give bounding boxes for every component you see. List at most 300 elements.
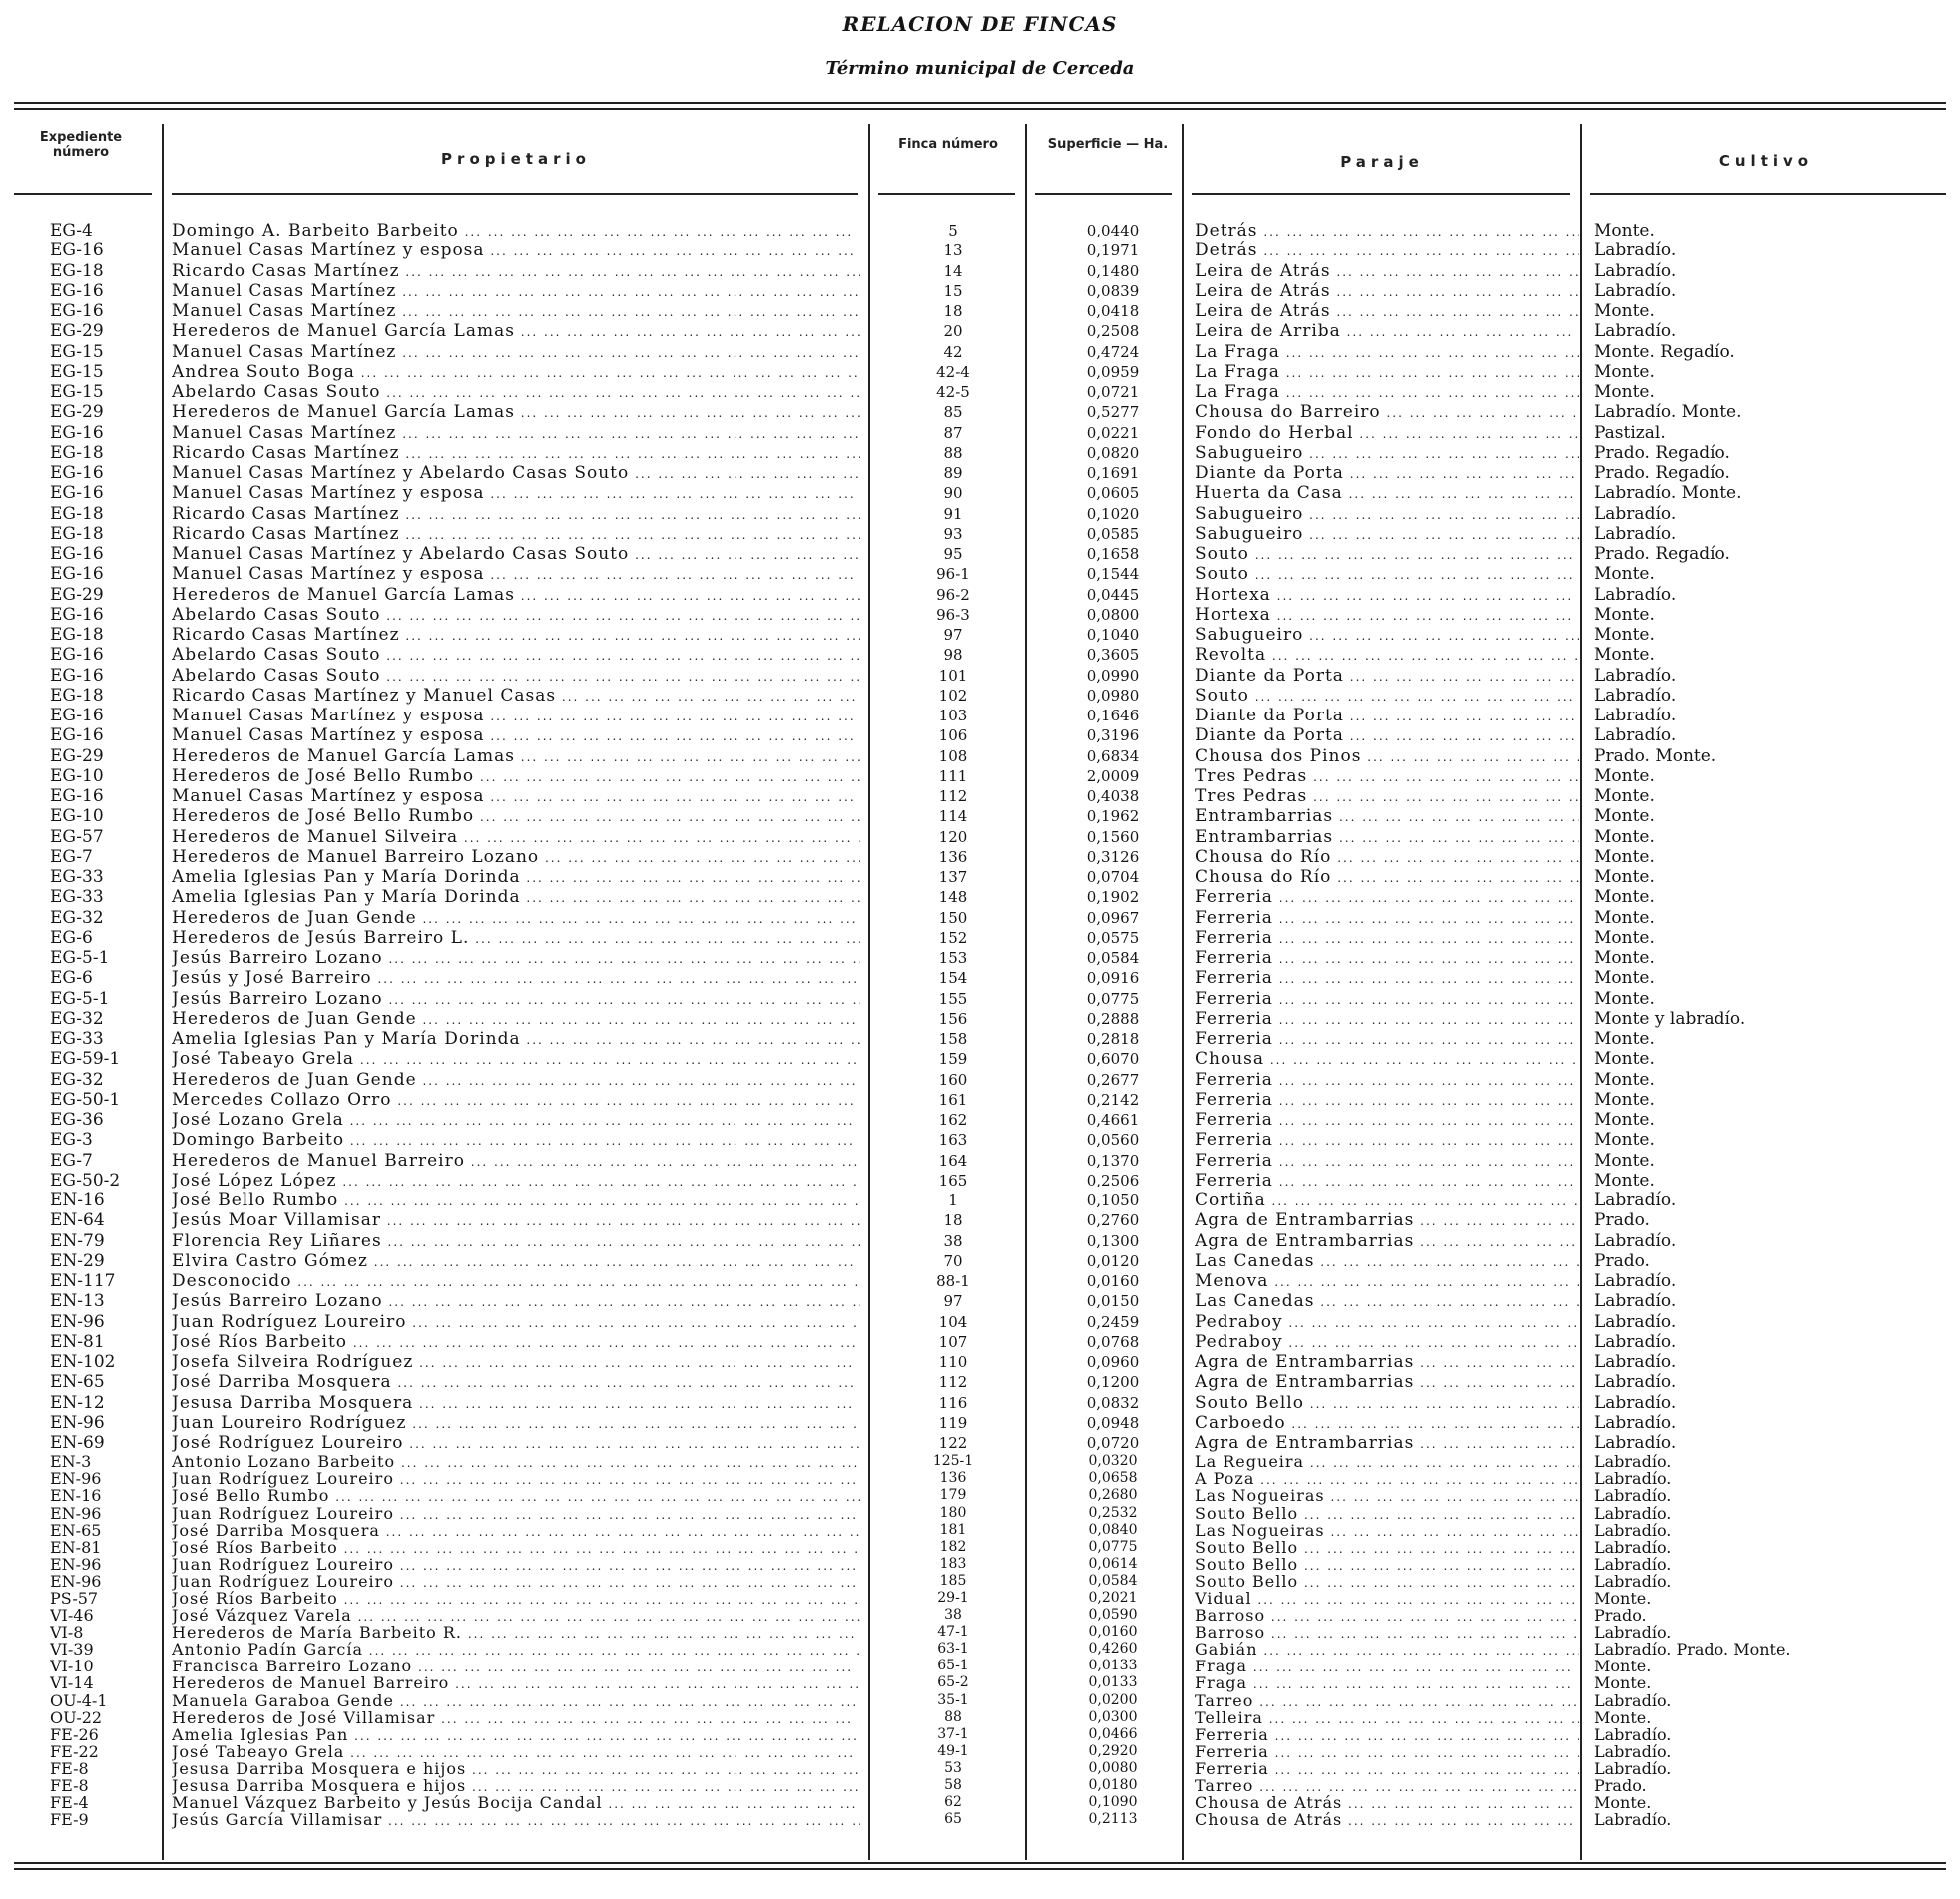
finca-cell: 42 [943,342,963,361]
expediente-cell: EG-16 [50,725,104,746]
finca-cell: 18 [943,1211,963,1230]
propietario-cell: Elvira Castro Gómez ... . [172,1251,860,1272]
expediente-cell: EG-4 [50,221,93,240]
expediente-cell: EG-32 [50,1008,104,1029]
propietario-cell: Ricardo Casas Martínez ... . [172,524,860,545]
expediente-cell: EG-29 [50,745,104,766]
header-underline [878,193,1015,195]
cultivo-cell: Labradío. [1594,1311,1677,1332]
table-row [0,1658,1960,1674]
cultivo-cell: Monte. [1594,1794,1652,1812]
finca-cell: 65 [944,1811,962,1828]
paraje-cell: Pedraboy ... . [1195,1312,1579,1333]
paraje-cell: Entrambarrias ... . [1195,806,1579,827]
superficie-cell: 0,1090 [1088,1794,1138,1811]
header-underline [172,193,858,195]
cultivo-cell: Prado. Regadío. [1594,442,1730,463]
propietario-cell: Abelardo Casas Souto ... . [172,382,860,403]
expediente-cell: EN-96 [50,1504,102,1522]
propietario-cell: José Darriba Mosquera ... . [172,1522,860,1541]
finca-cell: 88 [944,1708,962,1725]
paraje-cell: Chousa do Río ... . [1195,847,1579,868]
propietario-cell: Manuel Casas Martínez ... . [172,301,860,322]
finca-cell: 163 [938,1131,968,1150]
cultivo-cell: Prado. [1594,1607,1647,1625]
paraje-cell: Ferreria ... . [1195,1726,1579,1745]
cultivo-cell: Labradío. [1594,1230,1677,1251]
paraje-cell: Ferreria ... . [1195,908,1579,929]
cultivo-cell: Monte. [1594,604,1655,625]
cultivo-cell: Monte. [1594,1089,1655,1110]
expediente-cell: PS-57 [50,1590,99,1608]
expediente-cell: EG-32 [50,1069,104,1090]
cultivo-cell: Labradío. [1594,1412,1677,1433]
expediente-cell: EG-5-1 [50,948,110,968]
paraje-cell: Souto Bello ... . [1195,1393,1579,1414]
expediente-cell: EG-18 [50,625,104,645]
superficie-cell: 0,0221 [1086,423,1140,442]
table-row [0,362,1960,382]
page-title: RELACION DE FINCAS [842,12,1118,36]
superficie-cell: 0,0775 [1086,989,1140,1008]
table-row [0,725,1960,745]
superficie-cell: 0,3605 [1086,646,1140,665]
cultivo-cell: Prado. Regadío. [1594,463,1730,483]
finca-cell: 58 [944,1777,962,1794]
paraje-cell: Souto Bello ... . [1195,1505,1579,1524]
table-row [0,1433,1960,1453]
superficie-cell: 0,0614 [1088,1555,1138,1572]
paraje-cell: La Fraga ... . [1195,342,1579,363]
superficie-cell: 0,0418 [1086,302,1140,320]
cultivo-cell: Monte. [1594,887,1655,908]
table-row [0,605,1960,625]
propietario-cell: José Tabeayo Grela ... . [172,1049,860,1070]
superficie-cell: 0,1200 [1086,1373,1140,1392]
propietario-cell: Manuel Casas Martínez ... . [172,342,860,363]
propietario-cell: Desconocido ... . [172,1271,860,1292]
table-row [0,1029,1960,1049]
propietario-cell: Jesusa Darriba Mosquera ... . [172,1393,860,1414]
table-row [0,1624,1960,1641]
paraje-cell: La Regueira ... . [1195,1453,1579,1472]
propietario-cell: Manuel Casas Martínez ... . [172,423,860,444]
expediente-cell: EG-33 [50,867,104,887]
paraje-cell: Agra de Entrambarrias ... . [1195,1210,1579,1231]
superficie-cell: 0,0768 [1086,1332,1140,1351]
expediente-cell: FE-22 [50,1742,99,1760]
paraje-cell: Ferreria ... . [1195,948,1579,969]
expediente-cell: EG-5-1 [50,988,110,1009]
expediente-cell: EG-16 [50,544,104,564]
cultivo-cell: Pastizal. [1594,422,1666,443]
finca-cell: 159 [938,1050,968,1069]
expediente-cell: EG-36 [50,1110,104,1130]
superficie-cell: 0,1646 [1086,707,1140,724]
expediente-cell: EG-16 [50,564,104,585]
superficie-cell: 0,0440 [1086,222,1140,239]
cultivo-cell: Monte. [1594,786,1655,806]
paraje-cell: Leira de Atrás ... . [1195,301,1579,322]
cultivo-cell: Monte. [1594,846,1655,867]
expediente-cell: EG-16 [50,280,104,301]
propietario-cell: Herederos de Juan Gende ... . [172,1070,860,1091]
expediente-cell: EG-32 [50,907,104,928]
finca-cell: 125-1 [932,1453,974,1470]
paraje-cell: Fraga ... . [1195,1658,1579,1676]
superficie-cell: 0,4724 [1086,342,1140,361]
expediente-cell: EG-6 [50,927,93,948]
cultivo-cell: Labradío. [1594,503,1677,524]
paraje-cell: Tres Pedras ... . [1195,786,1579,807]
finca-cell: 137 [938,868,968,886]
propietario-cell: Francisca Barreiro Lozano ... . [172,1658,860,1676]
propietario-cell: Jesús Barreiro Lozano ... . [172,989,860,1010]
superficie-cell: 0,1971 [1086,241,1140,260]
cultivo-cell: Monte. [1594,1069,1655,1090]
cultivo-cell: Labradío. [1594,1470,1672,1488]
expediente-cell: EN-96 [50,1572,102,1590]
table-row [0,786,1960,806]
propietario-cell: Andrea Souto Boga ... . [172,362,860,383]
expediente-cell: EG-3 [50,1130,93,1151]
header-finca: Finca número [898,137,998,152]
paraje-cell: Fondo do Herbal ... . [1195,423,1579,444]
expediente-cell: VI-39 [50,1641,94,1659]
propietario-cell: Manuel Casas Martínez y esposa ... . [172,725,860,746]
finca-cell: 120 [938,827,968,846]
cultivo-cell: Labradío. [1594,1504,1672,1522]
propietario-cell: Herederos de Manuel Silveira ... . [172,827,860,848]
bottom-rule-2 [14,1868,1946,1870]
superficie-cell: 0,1902 [1086,888,1140,907]
finca-cell: 181 [939,1521,967,1538]
finca-cell: 180 [939,1504,967,1521]
cultivo-cell: Monte. [1594,826,1655,847]
propietario-cell: José Ríos Barbeito ... . [172,1590,860,1609]
propietario-cell: Herederos de Manuel Barreiro ... . [172,1674,860,1693]
finca-cell: 111 [938,766,968,785]
finca-cell: 154 [938,969,968,988]
expediente-cell: EG-33 [50,1029,104,1049]
expediente-cell: EG-16 [50,301,104,321]
cultivo-cell: Labradío. [1594,1691,1672,1709]
paraje-cell: Ferreria ... . [1195,1130,1579,1151]
header-superficie: Superficie — Ha. [1047,137,1169,152]
expediente-cell: EN-13 [50,1291,105,1312]
table-row [0,928,1960,948]
finca-cell: 96-3 [936,605,970,624]
paraje-cell: Diante da Porta ... . [1195,666,1579,687]
table-row [0,1291,1960,1311]
expediente-cell: EG-7 [50,846,93,867]
cultivo-cell: Labradío. [1594,321,1677,342]
paraje-cell: Vidual ... . [1195,1590,1579,1609]
paraje-cell: Gabián ... . [1195,1641,1579,1660]
header-underline [1590,193,1946,195]
table-row [0,1090,1960,1110]
superficie-cell: 0,1544 [1086,565,1140,584]
propietario-cell: Manuel Casas Martínez y esposa ... . [172,706,860,726]
table-row [0,1271,1960,1291]
cultivo-cell: Labradío. [1594,1538,1672,1556]
table-row [0,989,1960,1009]
finca-cell: 49-1 [937,1742,969,1759]
propietario-cell: Ricardo Casas Martínez ... . [172,443,860,464]
finca-cell: 136 [938,847,968,866]
expediente-cell: EG-10 [50,806,104,827]
expediente-cell: EG-50-2 [50,1170,121,1190]
expediente-cell: EG-16 [50,604,104,625]
paraje-cell: Souto ... . [1195,686,1579,707]
propietario-cell: Herederos de Manuel García Lamas ... . [172,321,860,342]
table-row [0,1760,1960,1777]
propietario-cell: Ricardo Casas Martínez ... . [172,504,860,525]
finca-cell: 90 [943,484,963,503]
expediente-cell: EG-57 [50,826,104,847]
propietario-cell: José Vázquez Varela ... . [172,1607,860,1626]
cultivo-cell: Monte. [1594,1110,1655,1130]
propietario-cell: Juan Loureiro Rodríguez ... . [172,1413,860,1434]
superficie-cell: 0,1370 [1086,1151,1140,1170]
propietario-cell: Herederos de Manuel García Lamas ... . [172,402,860,423]
cultivo-cell: Labradío. [1594,1725,1672,1743]
cultivo-cell: Monte. [1594,645,1655,666]
table-row [0,423,1960,443]
table-row [0,827,1960,847]
header-paraje: Paraje [1340,153,1424,171]
propietario-cell: Jesús y José Barreiro ... . [172,968,860,989]
table-row [0,524,1960,544]
expediente-cell: VI-10 [50,1658,94,1675]
propietario-cell: Herederos de José Bello Rumbo ... . [172,806,860,827]
superficie-cell: 0,0133 [1088,1674,1138,1691]
propietario-cell: Domingo A. Barbeito Barbeito ... . [172,221,860,241]
paraje-cell: Ferreria ... . [1195,1110,1579,1131]
finca-cell: 155 [938,989,968,1008]
paraje-cell: Agra de Entrambarrias ... . [1195,1433,1579,1454]
table-row [0,1190,1960,1210]
header-underline [14,193,152,195]
expediente-cell: EG-15 [50,361,104,382]
superficie-cell: 2,0009 [1086,766,1140,785]
paraje-cell: Las Nogueiras ... . [1195,1487,1579,1506]
paraje-cell: Ferreria ... . [1195,1171,1579,1191]
superficie-cell: 0,2818 [1086,1030,1140,1048]
cultivo-cell: Labradío. [1594,1555,1672,1573]
propietario-cell: Abelardo Casas Souto ... . [172,645,860,666]
finca-cell: 182 [939,1538,967,1555]
paraje-cell: Telleira ... . [1195,1709,1579,1728]
propietario-cell: Jesús Moar Villamisar ... . [172,1210,860,1231]
table-row [0,968,1960,988]
table-row [0,1470,1960,1487]
superficie-cell: 0,2021 [1088,1590,1138,1606]
propietario-cell: Manuel Casas Martínez y esposa ... . [172,786,860,807]
superficie-cell: 0,1560 [1086,827,1140,846]
top-rule [14,102,1946,104]
table-row [0,483,1960,503]
finca-cell: 13 [943,241,963,260]
superficie-cell: 0,0160 [1086,1272,1140,1290]
expediente-cell: EN-102 [50,1352,116,1372]
propietario-cell: Manuel Casas Martínez y esposa ... . [172,564,860,585]
expediente-cell: FE-4 [50,1794,89,1812]
propietario-cell: Jesús García Villamisar ... . [172,1811,860,1830]
superficie-cell: 0,0658 [1088,1470,1138,1487]
finca-cell: 62 [944,1794,962,1811]
finca-cell: 14 [943,261,963,280]
cultivo-cell: Monte. [1594,867,1655,887]
paraje-cell: Souto ... . [1195,544,1579,565]
finca-cell: 1 [948,1191,958,1209]
paraje-cell: Pedraboy ... . [1195,1332,1579,1353]
paraje-cell: Las Canedas ... . [1195,1291,1579,1312]
propietario-cell: Domingo Barbeito ... . [172,1130,860,1151]
paraje-cell: Hortexa ... . [1195,585,1579,606]
finca-cell: 152 [938,928,968,947]
cultivo-cell: Labradío. [1594,280,1677,301]
paraje-cell: Diante da Porta ... . [1195,706,1579,726]
table-row [0,240,1960,260]
propietario-cell: José Ríos Barbeito ... . [172,1332,860,1353]
superficie-cell: 0,0584 [1088,1572,1138,1589]
finca-cell: 47-1 [937,1624,969,1641]
table-row [0,1709,1960,1726]
propietario-cell: Amelia Iglesias Pan y María Dorinda ... . [172,887,860,908]
superficie-cell: 0,1962 [1086,807,1140,826]
finca-cell: 116 [938,1393,968,1412]
propietario-cell: José Ríos Barbeito ... . [172,1539,860,1558]
paraje-cell: Tarreo ... . [1195,1777,1579,1796]
propietario-cell: Herederos de Juan Gende ... . [172,1009,860,1030]
finca-cell: 96-2 [936,585,970,604]
table-row [0,321,1960,341]
cultivo-cell: Labradío. [1594,1572,1672,1590]
paraje-cell: Menova ... . [1195,1271,1579,1292]
table-row [0,746,1960,766]
paraje-cell: A Poza ... . [1195,1470,1579,1489]
cultivo-cell: Monte. [1594,907,1655,928]
propietario-cell: Amelia Iglesias Pan y María Dorinda ... . [172,1029,860,1050]
expediente-cell: EN-69 [50,1433,105,1453]
expediente-cell: EN-117 [50,1271,116,1291]
table-row [0,1556,1960,1573]
paraje-cell: Fraga ... . [1195,1674,1579,1693]
expediente-cell: EN-3 [50,1453,92,1471]
table-row [0,544,1960,564]
propietario-cell: Manuel Casas Martínez y esposa ... . [172,240,860,261]
finca-cell: 179 [939,1487,967,1504]
propietario-cell: José López López ... . [172,1171,860,1191]
table-row [0,1070,1960,1090]
cultivo-cell: Labradío. [1594,1433,1677,1453]
finca-cell: 18 [943,302,963,320]
paraje-cell: Detrás ... . [1195,240,1579,261]
paraje-cell: Leira de Atrás ... . [1195,281,1579,302]
expediente-cell: EG-18 [50,442,104,463]
paraje-cell: Revolta ... . [1195,645,1579,666]
paraje-cell: Chousa ... . [1195,1049,1579,1070]
paraje-cell: Las Canedas ... . [1195,1251,1579,1272]
table-row [0,1009,1960,1029]
expediente-cell: OU-4-1 [50,1691,108,1709]
propietario-cell: Herederos de José Villamisar ... . [172,1709,860,1728]
cultivo-cell: Monte. [1594,361,1655,382]
finca-cell: 104 [938,1312,968,1331]
paraje-cell: Ferreria ... . [1195,1070,1579,1091]
superficie-cell: 0,0960 [1086,1353,1140,1371]
cultivo-cell: Monte. [1594,948,1655,968]
table-row [0,1539,1960,1556]
superficie-cell: 0,4661 [1086,1111,1140,1129]
cultivo-cell: Monte. [1594,382,1655,402]
propietario-cell: Juan Rodríguez Loureiro ... . [172,1505,860,1524]
propietario-cell: Abelardo Casas Souto ... . [172,605,860,626]
propietario-cell: José Tabeayo Grela ... . [172,1743,860,1762]
cultivo-cell: Labradío. [1594,1392,1677,1413]
finca-cell: 93 [943,524,963,543]
superficie-cell: 0,2680 [1088,1487,1138,1504]
finca-cell: 112 [938,1373,968,1392]
paraje-cell: Souto Bello ... . [1195,1573,1579,1592]
cultivo-cell: Monte. [1594,1150,1655,1171]
superficie-cell: 0,0832 [1086,1393,1140,1412]
superficie-cell: 0,6070 [1086,1050,1140,1069]
superficie-cell: 0,0704 [1086,868,1140,886]
table-row [0,1674,1960,1691]
superficie-cell: 0,0959 [1086,362,1140,381]
propietario-cell: Juan Rodríguez Loureiro ... . [172,1470,860,1489]
superficie-cell: 0,0820 [1086,443,1140,462]
finca-cell: 15 [943,281,963,300]
finca-cell: 95 [943,545,963,563]
propietario-cell: Florencia Rey Liñares ... . [172,1231,860,1252]
superficie-cell: 0,0300 [1088,1708,1138,1725]
expediente-cell: EG-15 [50,341,104,362]
superficie-cell: 0,0990 [1086,666,1140,685]
finca-cell: 119 [938,1413,968,1432]
propietario-cell: Ricardo Casas Martínez ... . [172,625,860,646]
expediente-cell: FE-9 [50,1811,89,1829]
propietario-cell: José Rodríguez Loureiro ... . [172,1433,860,1454]
expediente-cell: EN-16 [50,1487,102,1505]
cultivo-cell: Monte. [1594,765,1655,786]
finca-cell: 35-1 [937,1691,969,1708]
expediente-cell: EG-50-1 [50,1089,121,1110]
table-row [0,1726,1960,1743]
superficie-cell: 0,0584 [1086,949,1140,967]
superficie-cell: 0,3126 [1086,847,1140,866]
expediente-cell: EG-18 [50,685,104,706]
superficie-cell: 0,0605 [1086,484,1140,503]
superficie-cell: 0,1480 [1086,261,1140,280]
expediente-cell: EG-29 [50,321,104,342]
table-row [0,887,1960,907]
header-underline [1192,193,1570,195]
cultivo-cell: Labradío. [1594,1521,1672,1539]
finca-cell: 65-1 [937,1658,969,1674]
paraje-cell: Leira de Atrás ... . [1195,261,1579,282]
paraje-cell: Las Nogueiras ... . [1195,1522,1579,1541]
table-row [0,221,1960,240]
expediente-cell: EN-96 [50,1412,105,1433]
paraje-cell: Detrás ... . [1195,221,1579,241]
header-expediente: Expediente número [39,130,123,160]
finca-cell: 88-1 [936,1272,970,1290]
table-row [0,1777,1960,1794]
cultivo-cell: Monte. [1594,1049,1655,1070]
